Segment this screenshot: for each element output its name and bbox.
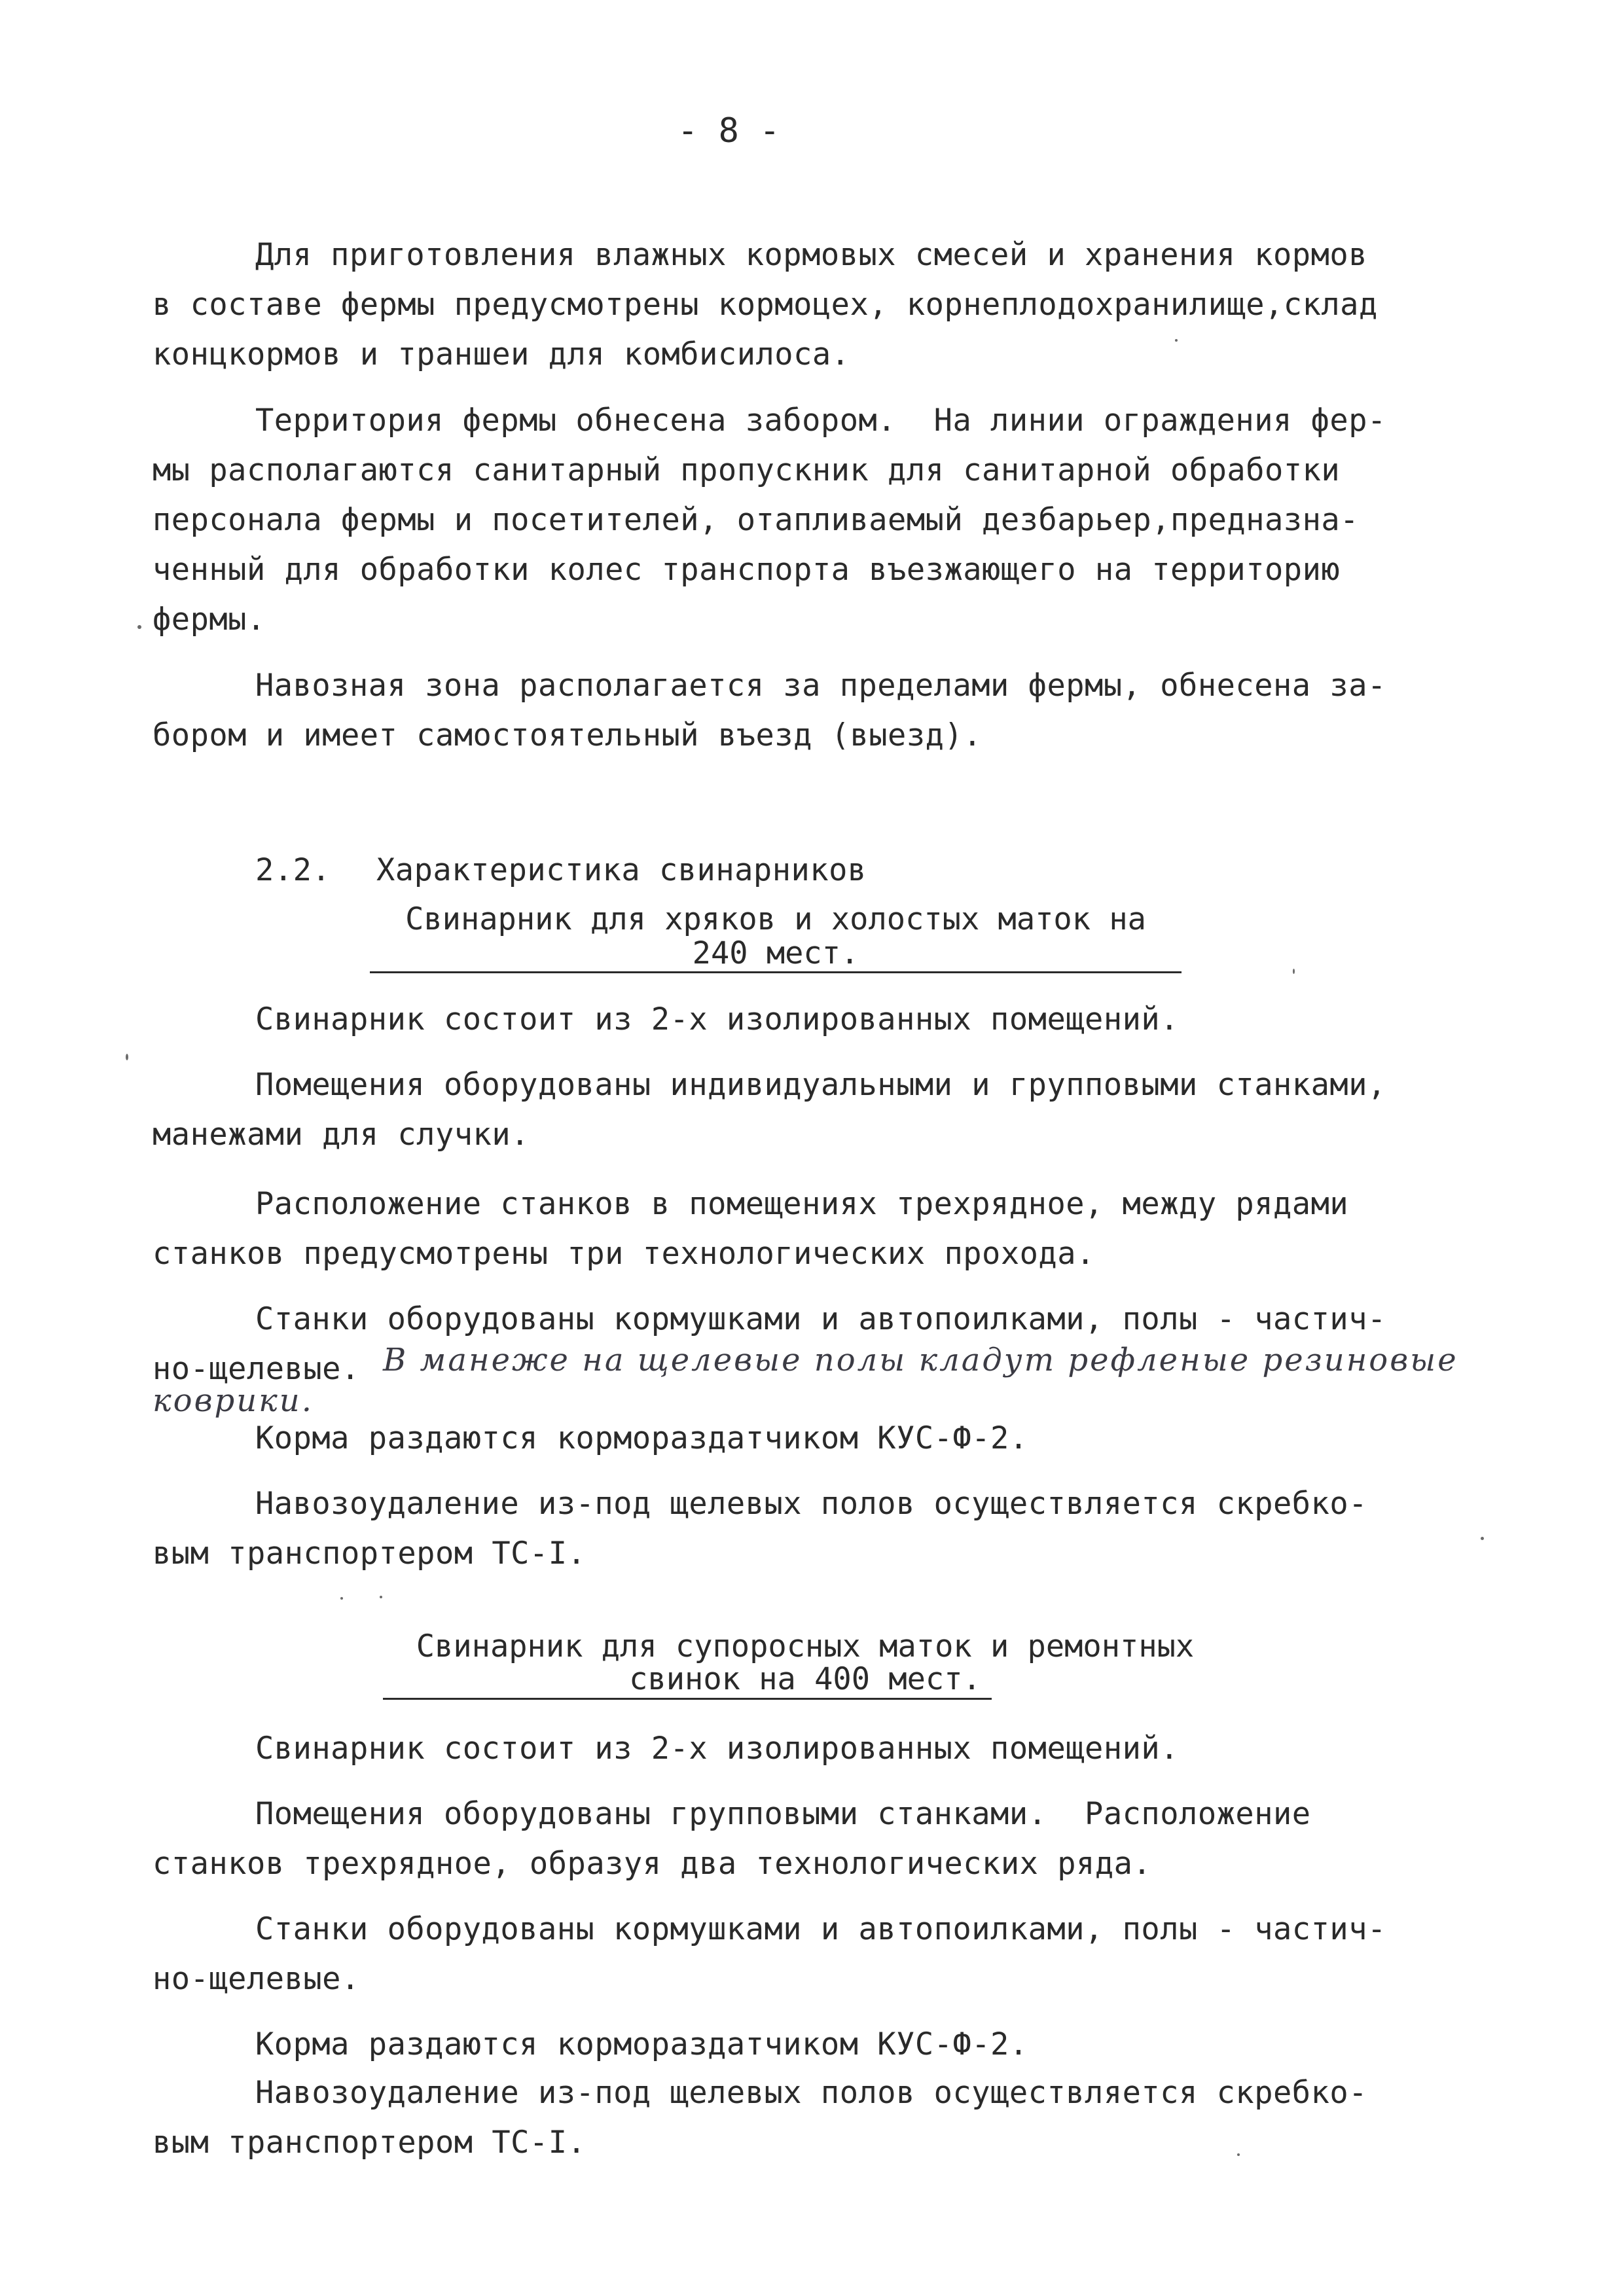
scan-speck (126, 1054, 128, 1060)
barn1-p1-line1: Свинарник состоит из 2-х изолированных помещений. (255, 1001, 1180, 1037)
scan-speck (1293, 969, 1295, 974)
barn2-p5-line1: Навозоудаление из-под щелевых полов осуществляется скребко- (255, 2075, 1367, 2111)
intro-p1-line2: в составе фермы предусмотрены кормоцех, корнеплодохранилище,склад (153, 287, 1378, 323)
barn1-p5-line1: Корма раздаются кормораздатчиком КУС-Ф-2. (255, 1420, 1028, 1456)
scan-speck (380, 1596, 382, 1598)
barn2-p2-line2: станков трехрядное, образуя два технологических ряда. (153, 1846, 1152, 1882)
scan-speck (137, 625, 141, 629)
barn2-heading-line1: Свинарник для супоросных маток и ремонтных (416, 1628, 1195, 1664)
intro-p2-line2: мы располагаются санитарный пропускник для санитарной обработки (153, 452, 1341, 488)
intro-p2-line1: Территория фермы обнесена забором. На линии ограждения фер- (255, 403, 1386, 439)
intro-p1-line3: концкормов и траншеи для комбисилоса. (153, 336, 850, 372)
barn2-p4-line1: Корма раздаются кормораздатчиком КУС-Ф-2. (255, 2026, 1028, 2062)
barn2-p5-line2: вым транспортером ТС-I. (153, 2125, 586, 2161)
barn1-p6-line2: вым транспортером ТС-I. (153, 1536, 586, 1572)
intro-p3-line1: Навозная зона располагается за пределами фермы, обнесена за- (255, 668, 1386, 704)
handwritten-note-line2: коврики. (153, 1382, 314, 1419)
intro-p1-line1: Для приготовления влажных кормовых смесей и хранения кормов (255, 237, 1367, 273)
barn1-heading-underline (370, 971, 1182, 973)
page-number: - 8 - (677, 111, 780, 151)
barn2-p3-line1: Станки оборудованы кормушками и автопоилками, полы - частич- (255, 1911, 1386, 1947)
barn1-heading-line2: 240 мест. (692, 935, 859, 971)
barn1-p3-line2: станков предусмотрены три технологических прохода. (153, 1236, 1095, 1272)
intro-p2-line5: фермы. (153, 602, 266, 638)
intro-p3-line2: бором и имеет самостоятельный въезд (выезд). (153, 717, 983, 753)
barn1-p4-line2: но-щелевые. (153, 1351, 360, 1387)
barn2-heading-underline (383, 1698, 992, 1700)
barn1-p6-line1: Навозоудаление из-под щелевых полов осуществляется скребко- (255, 1486, 1367, 1522)
intro-p2-line4: ченный для обработки колес транспорта въезжающего на территорию (153, 552, 1341, 588)
barn2-p1-line1: Свинарник состоит из 2-х изолированных помещений. (255, 1731, 1180, 1767)
section-number: 2.2. (255, 852, 331, 888)
scan-speck (1175, 339, 1178, 342)
barn2-p3-line2: но-щелевые. (153, 1961, 360, 1997)
barn1-heading-line1: Свинарник для хряков и холостых маток на (405, 901, 1146, 937)
section-title: Характеристика свинарников (376, 852, 867, 888)
scan-speck (340, 1597, 343, 1600)
scan-speck (1237, 2153, 1240, 2156)
barn1-p2-line2: манежами для случки. (153, 1117, 530, 1153)
barn1-p4-line1: Станки оборудованы кормушками и автопоилками, полы - частич- (255, 1301, 1386, 1337)
barn2-heading-line2: свинок на 400 мест. (629, 1661, 981, 1697)
scan-speck (1481, 1537, 1484, 1540)
barn2-p2-line1: Помещения оборудованы групповыми станками. Расположение (255, 1796, 1311, 1832)
barn1-p3-line1: Расположение станков в помещениях трехрядное, между рядами (255, 1186, 1349, 1222)
intro-p2-line3: персонала фермы и посетителей, отапливаемый дезбарьер,предназна- (153, 502, 1359, 538)
handwritten-note-line1: В манеже на щелевые полы кладут рефленые резиновые (383, 1342, 1458, 1378)
barn1-p2-line1: Помещения оборудованы индивидуальными и групповыми станками, (255, 1067, 1386, 1103)
